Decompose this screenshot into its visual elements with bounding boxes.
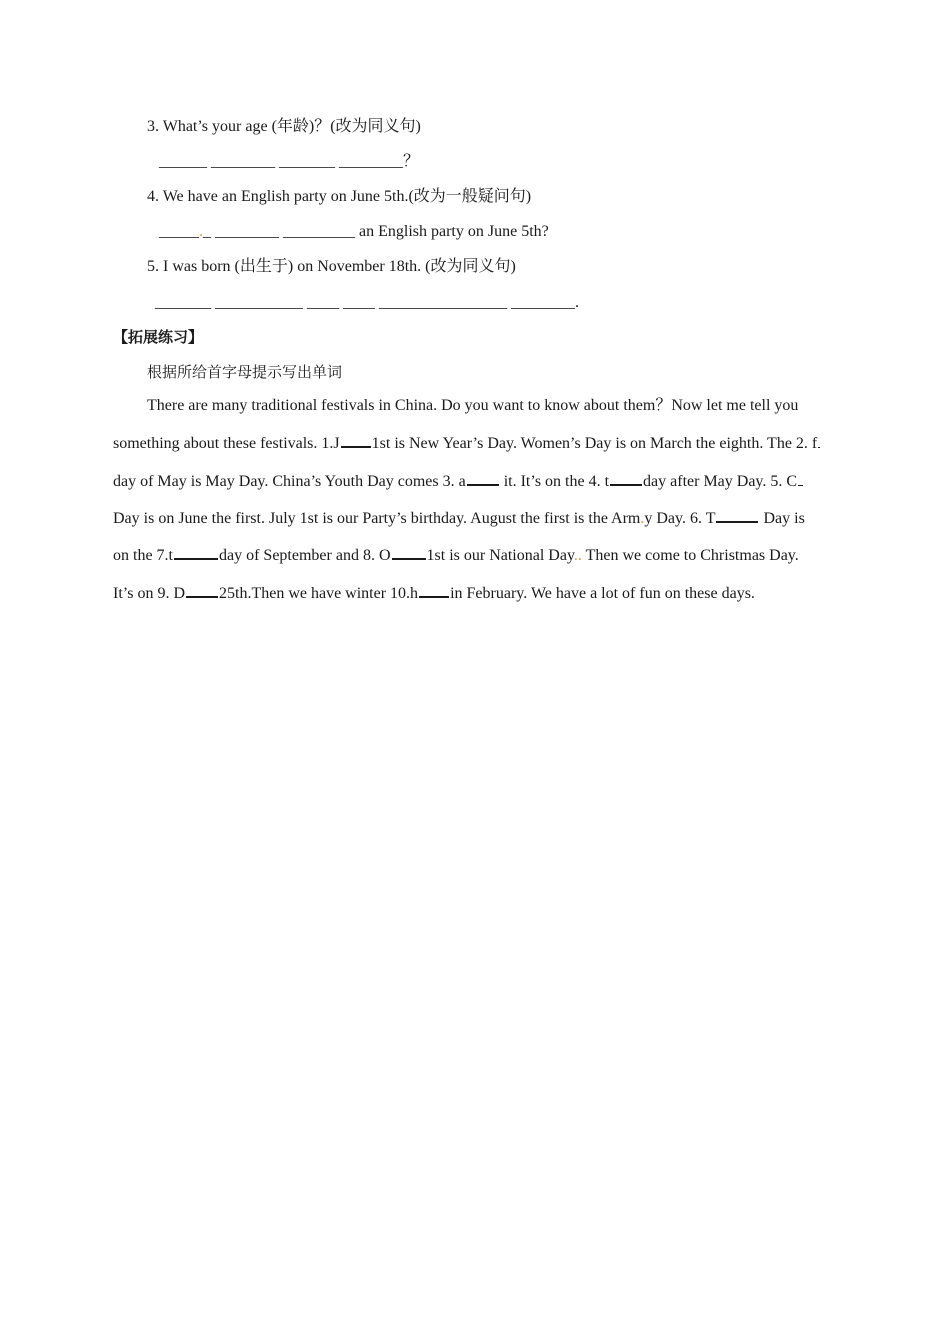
passage-text: y Day. 6. T (644, 510, 716, 527)
passage-text: Day is on June the first. July 1st is our Party’s birthday. August the first is the Arm (113, 510, 641, 527)
question-4-blank-rest[interactable]: _ ________ _________ an English party on June 5th? (203, 223, 549, 240)
passage-line-3 (113, 470, 804, 490)
passage-text: day of May is May Day. China’s Youth Day comes 3. a (113, 473, 466, 490)
question-5-answer[interactable] (155, 293, 579, 313)
passage-text: 1st is our National Day (426, 547, 574, 564)
blank-4[interactable] (610, 470, 642, 486)
question-3-answer[interactable] (159, 152, 419, 172)
passage-text: day after May Day. 5. C (643, 473, 798, 490)
blank-8[interactable] (392, 544, 426, 560)
passage-text: on the 7.t (113, 547, 173, 564)
passage-line-1 (147, 396, 798, 416)
question-4-answer[interactable] (159, 222, 549, 242)
question-3 (147, 117, 421, 137)
question-5-text: 5. I was born (出生于) on November 18th. (改为同义句) (147, 258, 516, 275)
blank-9[interactable] (186, 582, 218, 598)
blank-7[interactable] (174, 544, 218, 560)
question-4-text: 4. We have an English party on June 5th.(改为一般疑问句) (147, 188, 532, 205)
instruction (147, 362, 342, 382)
passage-text: There are many traditional festivals in China. Do you want to know about them？Now let me tell you (147, 397, 799, 414)
blank-1[interactable] (341, 432, 371, 448)
passage-text: 25th.Then we have winter 10.h (219, 585, 419, 602)
passage-line-2 (113, 432, 821, 452)
passage-line-5 (113, 544, 799, 564)
passage-text: it. It’s on the 4. t (499, 473, 610, 490)
section-heading (113, 327, 203, 347)
question-5 (147, 257, 516, 277)
passage-line-6 (113, 582, 755, 602)
blank-3[interactable] (467, 470, 499, 486)
instruction-text: 根据所给首字母提示写出单词 (147, 363, 343, 381)
passage-text: something about these festivals. 1.J (113, 435, 340, 452)
mark-dot: .. (573, 547, 586, 564)
question-3-answer-blanks[interactable]: ______ ________ _______ ________？ (159, 153, 420, 170)
question-4 (147, 187, 531, 207)
mark-dot: . (640, 510, 645, 527)
blank-5[interactable] (798, 471, 803, 486)
question-3-text: 3. What’s your age (年龄)？(改为同义句) (147, 118, 421, 135)
question-5-answer-blanks[interactable]: _______ ___________ ____ ____ ________________ ________. (155, 294, 579, 311)
passage-line-4 (113, 507, 805, 527)
passage-text: 1st is New Year’s Day. Women’s Day is on March the eighth. The 2. f (371, 435, 818, 452)
passage-text: Then we come to Christmas Day. (585, 547, 799, 564)
mark-dot: . (199, 223, 203, 240)
passage-text: It’s on 9. D (113, 585, 185, 602)
passage-text: in February. We have a lot of fun on these days. (450, 585, 755, 602)
question-4-blank-1[interactable]: _____ (159, 223, 199, 240)
blank-2[interactable] (818, 433, 820, 448)
passage-text: Day is (759, 510, 805, 527)
passage-text: day of September and 8. O (219, 547, 391, 564)
blank-6[interactable] (716, 507, 758, 523)
blank-10[interactable] (419, 582, 449, 598)
section-heading-text: 【拓展练习】 (113, 328, 204, 346)
